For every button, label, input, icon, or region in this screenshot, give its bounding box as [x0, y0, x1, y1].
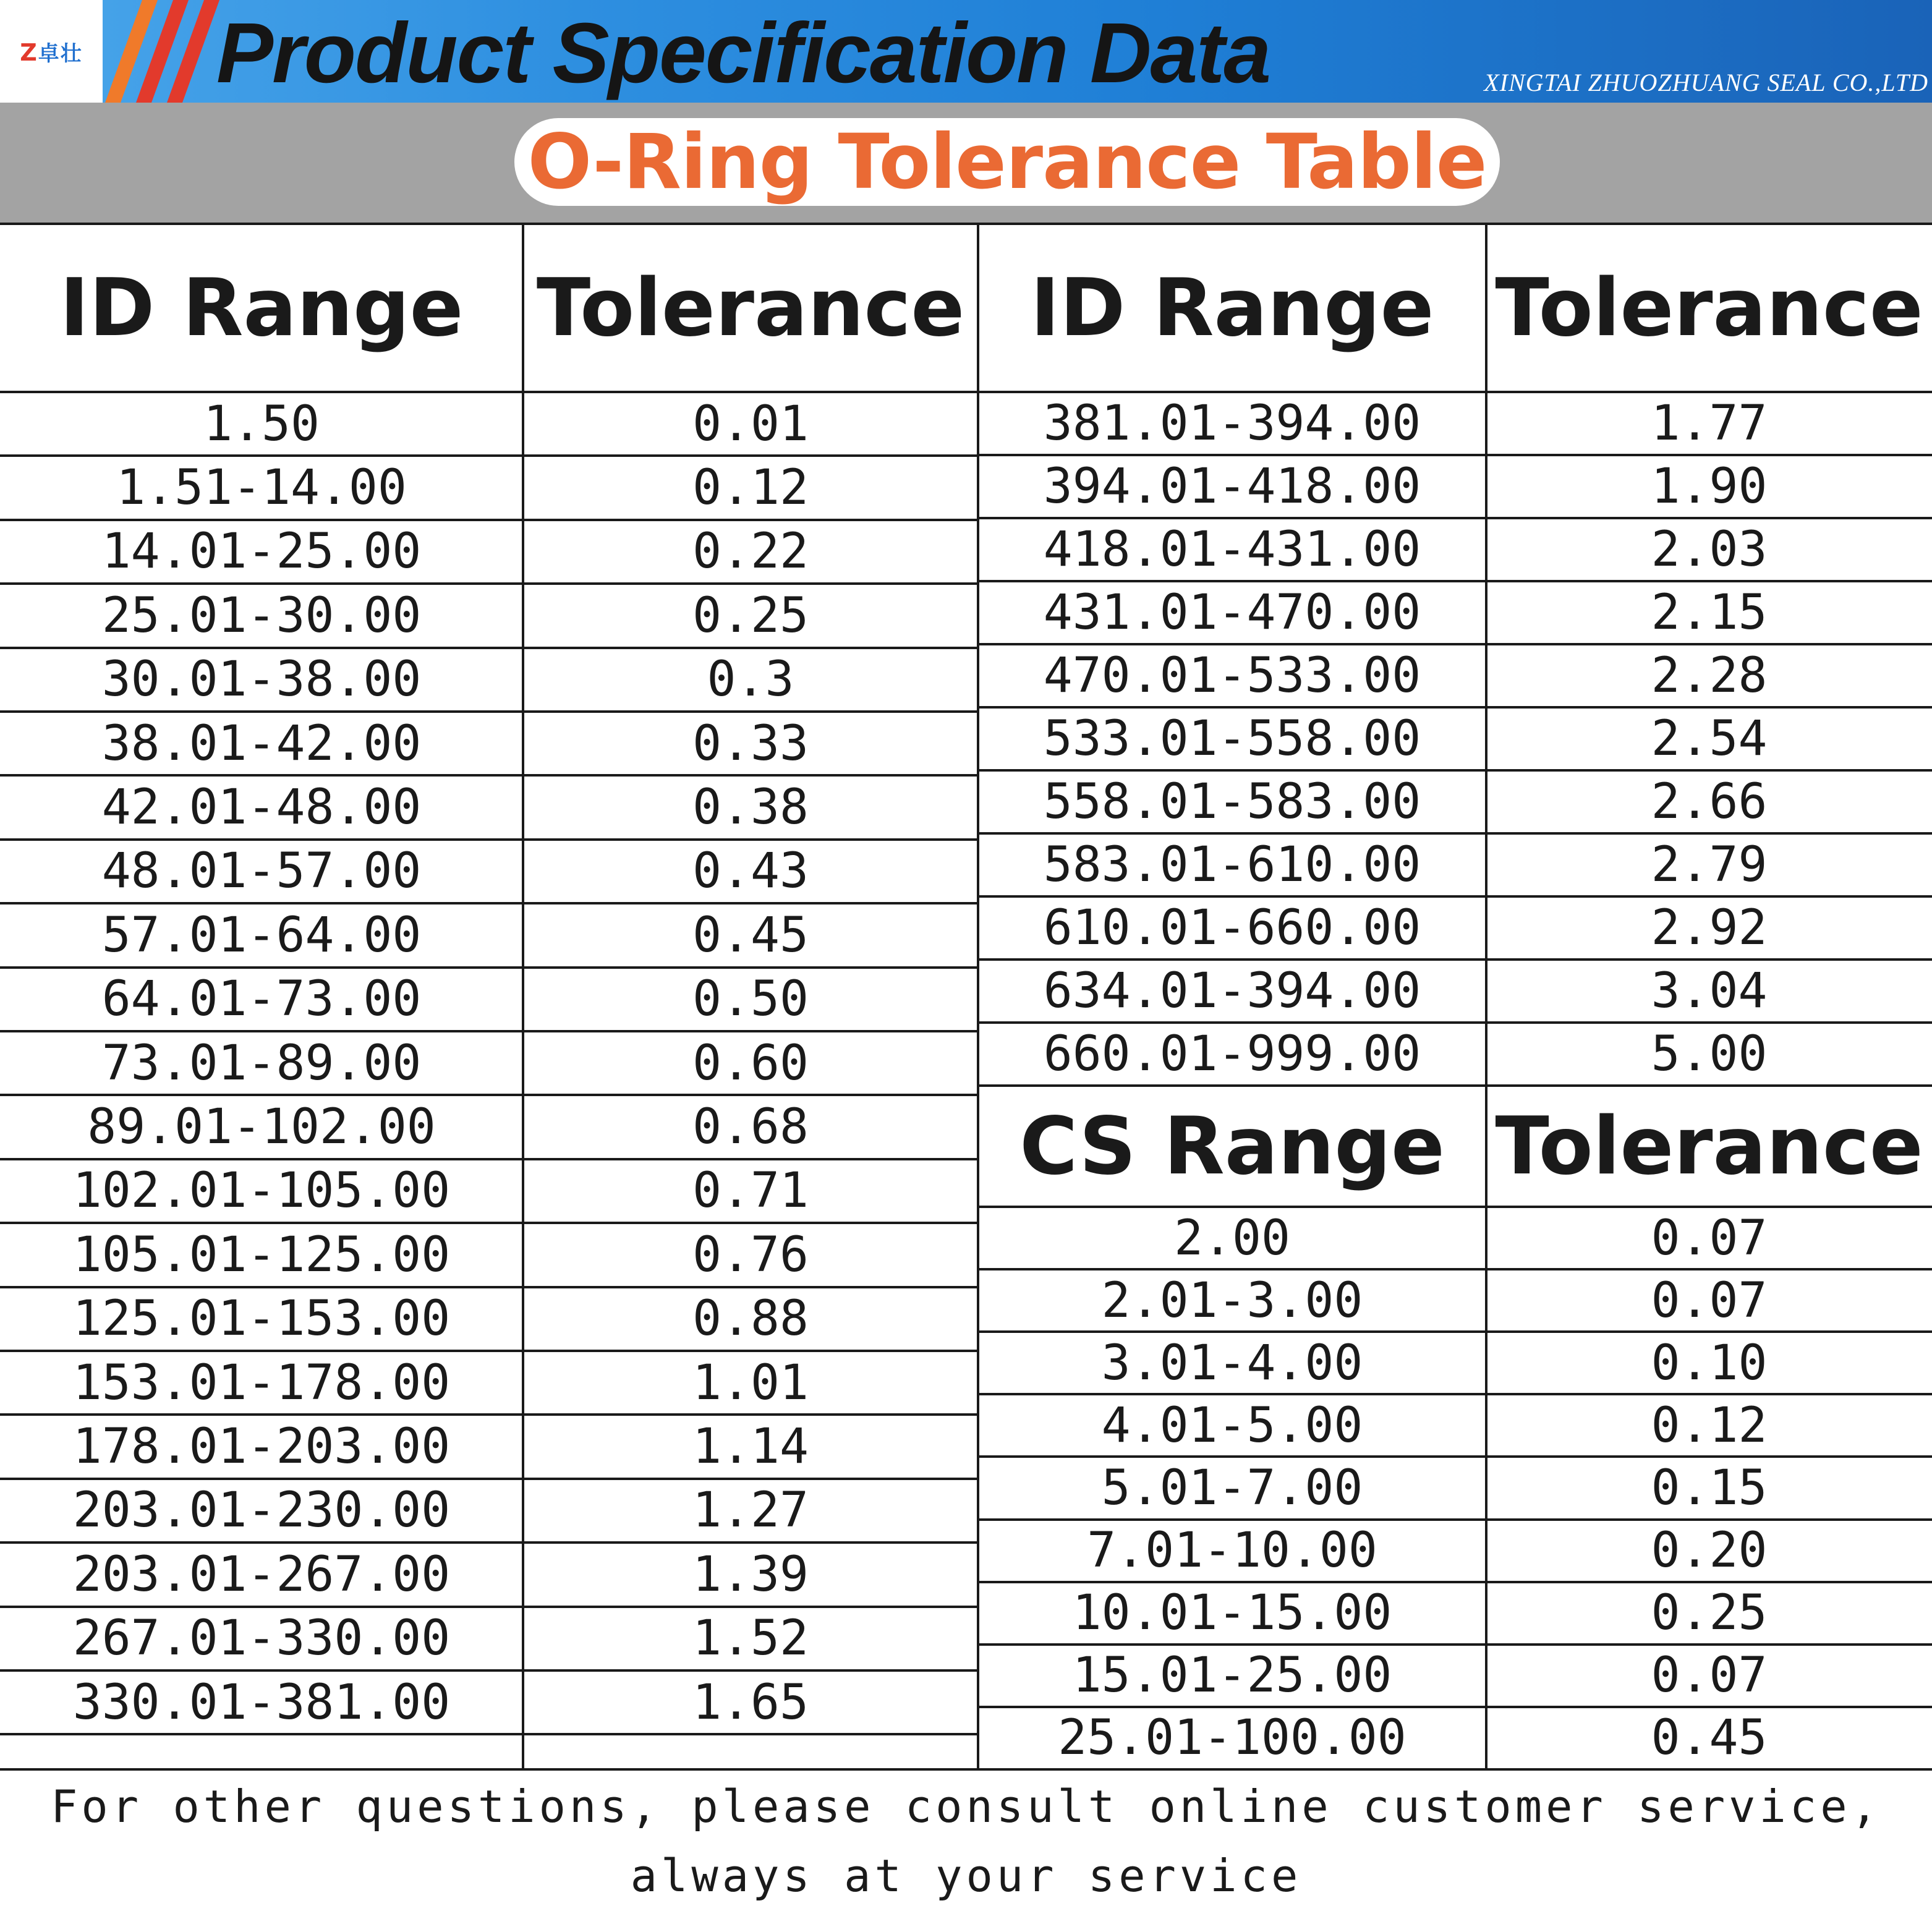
- cs-tolerance-cell: 0.45: [1651, 1710, 1768, 1766]
- id-range-cell: 153.01-178.00: [72, 1355, 451, 1411]
- tolerance-cell: 0.45: [692, 907, 809, 963]
- tolerance-cell: 0.01: [692, 396, 809, 452]
- id-range-cell: 25.01-30.00: [101, 587, 422, 644]
- id-range-cell: 48.01-57.00: [101, 843, 422, 900]
- page-title: Product Specification Data: [216, 6, 1270, 101]
- header-id-range: ID Range: [59, 262, 464, 354]
- tolerance-cell: 0.3: [707, 652, 794, 708]
- id-range-cell: 203.01-267.00: [72, 1546, 451, 1602]
- tolerance-cell: 1.01: [692, 1355, 809, 1411]
- tolerance-cell: 0.25: [692, 587, 809, 644]
- id-range-cell: 73.01-89.00: [101, 1035, 422, 1091]
- tolerance-cell: 0.71: [692, 1163, 809, 1219]
- tolerance-cell: 1.39: [692, 1546, 809, 1602]
- tolerance-cell: 2.03: [1651, 522, 1768, 577]
- id-range-cell: 38.01-42.00: [101, 715, 422, 772]
- id-range-cell: 418.01-431.00: [1043, 522, 1421, 577]
- cs-tolerance-cell: 0.07: [1651, 1272, 1768, 1329]
- company-name: XINGTAI ZHUOZHUANG SEAL CO.,LTD: [1484, 69, 1928, 96]
- tolerance-cell: 1.90: [1651, 459, 1768, 514]
- cs-tolerance-cell: 0.07: [1651, 1210, 1768, 1266]
- cs-range-cell: 25.01-100.00: [1058, 1710, 1406, 1766]
- tolerance-cell: 0.38: [692, 780, 809, 836]
- cs-range-cell: 4.01-5.00: [1101, 1397, 1363, 1453]
- logo-text: Z卓壮: [20, 38, 83, 66]
- tolerance-cell: 1.65: [692, 1674, 809, 1730]
- cs-range-cell: 10.01-15.00: [1072, 1585, 1392, 1641]
- tolerance-cell: 0.60: [692, 1035, 809, 1091]
- cs-range-cell: 2.00: [1174, 1210, 1290, 1266]
- row-divider: [0, 1733, 978, 1735]
- id-range-cell: 610.01-660.00: [1043, 900, 1421, 956]
- cs-tolerance-cell: 0.12: [1651, 1397, 1768, 1453]
- cs-tolerance-cell: 0.20: [1651, 1523, 1768, 1579]
- id-range-cell: 431.01-470.00: [1043, 585, 1421, 640]
- header-cs-tolerance: Tolerance: [1495, 1100, 1923, 1193]
- tolerance-cell: 2.66: [1651, 774, 1768, 830]
- cs-tolerance-cell: 0.25: [1651, 1585, 1768, 1641]
- id-range-cell: 381.01-394.00: [1043, 396, 1421, 451]
- footer-note-line2: always at your service: [630, 1850, 1302, 1902]
- id-range-cell: 64.01-73.00: [101, 971, 422, 1028]
- id-range-cell: 14.01-25.00: [101, 524, 422, 580]
- tolerance-cell: 1.27: [692, 1483, 809, 1539]
- tolerance-cell: 2.15: [1651, 585, 1768, 640]
- id-range-cell: 533.01-558.00: [1043, 711, 1421, 767]
- section-divider: [978, 1084, 1932, 1087]
- header-cs-range: CS Range: [1019, 1100, 1445, 1193]
- cs-tolerance-cell: 0.15: [1651, 1460, 1768, 1516]
- header-tolerance: Tolerance: [536, 262, 965, 354]
- tolerance-cell: 3.04: [1651, 963, 1768, 1019]
- tolerance-cell: 0.68: [692, 1099, 809, 1155]
- cs-tolerance-cell: 0.10: [1651, 1335, 1768, 1391]
- tolerance-cell: 0.33: [692, 715, 809, 772]
- id-range-cell: 1.50: [203, 396, 320, 452]
- cs-range-cell: 7.01-10.00: [1087, 1523, 1377, 1579]
- footer-note-line1: For other questions, please consult online customer service,: [51, 1781, 1881, 1832]
- id-range-cell: 660.01-999.00: [1043, 1026, 1421, 1082]
- table-title: O-Ring Tolerance Table: [527, 118, 1487, 206]
- table-border-top: [0, 223, 1932, 225]
- tolerance-cell: 1.52: [692, 1611, 809, 1667]
- id-range-cell: 470.01-533.00: [1043, 648, 1421, 704]
- id-range-cell: 57.01-64.00: [101, 907, 422, 963]
- tolerance-cell: 2.28: [1651, 648, 1768, 704]
- tolerance-cell: 0.76: [692, 1227, 809, 1283]
- id-range-cell: 267.01-330.00: [72, 1611, 451, 1667]
- id-range-cell: 203.01-230.00: [72, 1483, 451, 1539]
- id-range-cell: 394.01-418.00: [1043, 459, 1421, 514]
- id-range-cell: 330.01-381.00: [72, 1674, 451, 1730]
- cs-tolerance-cell: 0.07: [1651, 1648, 1768, 1704]
- header-id-range-2: ID Range: [1030, 262, 1434, 354]
- tolerance-cell: 0.12: [692, 460, 809, 516]
- cs-range-cell: 2.01-3.00: [1101, 1272, 1363, 1329]
- tolerance-cell: 0.43: [692, 843, 809, 900]
- id-range-cell: 89.01-102.00: [87, 1099, 436, 1155]
- tolerance-cell: 1.14: [692, 1419, 809, 1475]
- cs-range-cell: 15.01-25.00: [1072, 1648, 1392, 1704]
- tolerance-cell: 2.92: [1651, 900, 1768, 956]
- id-range-cell: 583.01-610.00: [1043, 837, 1421, 893]
- tolerance-cell: 2.54: [1651, 711, 1768, 767]
- tolerance-cell: 0.50: [692, 971, 809, 1028]
- id-range-cell: 102.01-105.00: [72, 1163, 451, 1219]
- cs-range-cell: 3.01-4.00: [1101, 1335, 1363, 1391]
- tolerance-cell: 0.88: [692, 1291, 809, 1347]
- id-range-cell: 105.01-125.00: [72, 1227, 451, 1283]
- id-range-cell: 30.01-38.00: [101, 652, 422, 708]
- id-range-cell: 634.01-394.00: [1043, 963, 1421, 1019]
- tolerance-cell: 1.77: [1651, 396, 1768, 451]
- id-range-cell: 125.01-153.00: [72, 1291, 451, 1347]
- id-range-cell: 178.01-203.00: [72, 1419, 451, 1475]
- tolerance-cell: 0.22: [692, 524, 809, 580]
- id-range-cell: 558.01-583.00: [1043, 774, 1421, 830]
- header-tolerance-2: Tolerance: [1495, 262, 1923, 354]
- id-range-cell: 1.51-14.00: [116, 460, 407, 516]
- cs-range-cell: 5.01-7.00: [1101, 1460, 1363, 1516]
- id-range-cell: 42.01-48.00: [101, 780, 422, 836]
- tolerance-cell: 5.00: [1651, 1026, 1768, 1082]
- tolerance-cell: 2.79: [1651, 837, 1768, 893]
